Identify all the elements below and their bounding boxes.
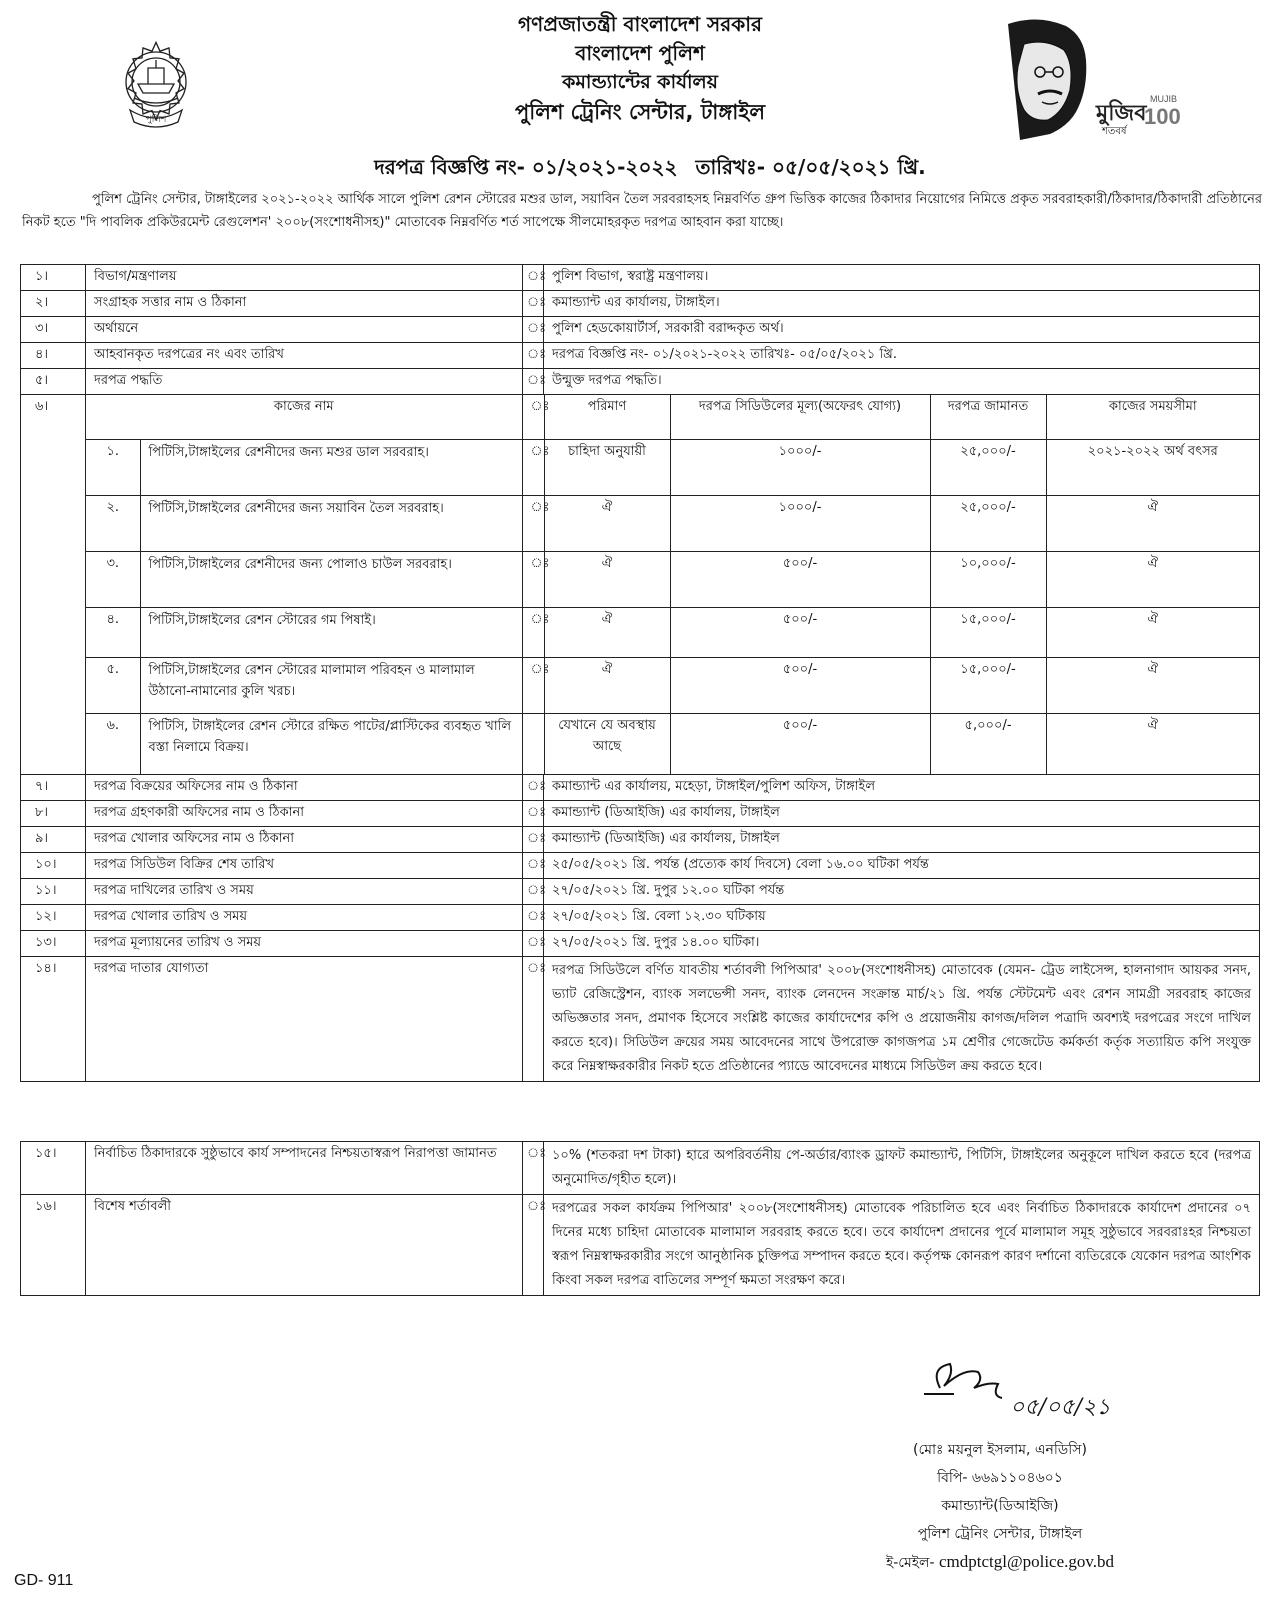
work-item-period: ঐ (1046, 658, 1259, 714)
work-item-quantity: যেখানে যে অবস্থায় আছে (544, 714, 670, 774)
row-value: দরপত্র সিডিউলে বর্ণিত যাবতীয় শর্তাবলী পিপিআর' ২০০৮(সংশোধনীসহ) মোতাবেক (যেমন- ট্রেড লাইসেন্স, হালনাগাদ আয়কর সনদ, ভ্যাট রেজিস্ট্রেশন, ব্যাংক সলভেন্সী সনদ, ব্যাংক লেনদেন সংক্রান্ত মার্চ/২১ খ্রি. পর্যন্ত স্টেটমেন্ট এবং রেশন সামগ্রী সরবরাহ কাজের অভিজ্ঞতার সনদ, প্রমাণক হিসেবে সংশ্লিষ্ট কাজের কার্যাদেশের কপি ও প্রয়োজনীয় কাগজ/দলিল পত্রাদি অবশ্যই দরপত্রের সংগে দাখিল করতে হবে)। সিডিউল ক্রয়ের সময় আবেদনের সাথে উপরোক্ত কাগজপত্র ১ম শ্রেণীর গেজেটেড কর্মকর্তা কর্তৃক সত্যায়িত কপি সংযুক্ত করে নিম্নস্বাক্ষরকারীর নিকট হতে প্রতিষ্ঠানের প্যাডে আবেদনের মাধ্যমে সিডিউল ক্রয় করতে হবে। (544, 956, 1260, 1081)
row-number: ১৩। (21, 930, 86, 956)
row-number: ৭। (21, 774, 86, 800)
row-number: ১৫। (21, 1142, 86, 1195)
work-item-quantity: চাহিদা অনুযায়ী (544, 440, 670, 496)
work-item-quantity: ঐ (544, 552, 670, 608)
detail-row (21, 1142, 1260, 1195)
work-item-period: ঐ (1046, 608, 1259, 658)
row-value: ২৭/০৫/২০২১ খ্রি. বেলা ১২.৩০ ঘটিকায় (544, 904, 1260, 930)
tender-details-table (20, 264, 1260, 1082)
work-item-row (86, 658, 1259, 714)
row-number: ১২। (21, 904, 86, 930)
notice-number: দরপত্র বিজ্ঞপ্তি নং- ০১/২০২১-২০২২ (374, 155, 678, 179)
header-police: বাংলাদেশ পুলিশ (575, 41, 705, 65)
document-header (290, 10, 990, 127)
row-colon: ঃ (523, 878, 544, 904)
row-colon: ঃ (523, 1142, 544, 1195)
work-list-row (21, 395, 1260, 775)
row-value: কমান্ড্যান্ট এর কার্যালয়, মহেড়া, টাঙ্গাইল/পুলিশ অফিস, টাঙ্গাইল (544, 774, 1260, 800)
detail-row (21, 343, 1260, 369)
detail-row (21, 956, 1260, 1081)
row-label: বিভাগ/মন্ত্রণালয় (86, 265, 523, 291)
bangladesh-police-emblem (108, 14, 204, 138)
row-label: দরপত্র দাতার যোগ্যতা (86, 956, 523, 1081)
conditions-table (20, 1141, 1260, 1296)
row-value: কমান্ড্যান্ট (ডিআইজি) এর কার্যালয়, টাঙ্গাইল (544, 800, 1260, 826)
header-time-period: কাজের সময়সীমা (1046, 395, 1259, 440)
work-item-price: ৫০০/- (670, 608, 930, 658)
header-government: গণপ্রজাতন্ত্রী বাংলাদেশ সরকার (518, 12, 762, 36)
row-value: কমান্ড্যান্ট (ডিআইজি) এর কার্যালয়, টাঙ্গাইল (544, 826, 1260, 852)
row-number: ১১। (21, 878, 86, 904)
row-value: দরপত্র বিজ্ঞপ্তি নং- ০১/২০২১-২০২২ তারিখঃ- ০৫/০৫/২০২১ খ্রি. (544, 343, 1260, 369)
header-schedule-price: দরপত্র সিডিউলের মূল্য(অফেরৎ যোগ্য) (670, 395, 930, 440)
row-colon: ঃ (523, 291, 544, 317)
work-item-price: ৫০০/- (670, 658, 930, 714)
row-value: পুলিশ হেডকোয়ার্টার্স, সরকারী বরাদ্দকৃত অর্থ। (544, 317, 1260, 343)
work-item-serial: ১. (86, 440, 140, 496)
work-item-name: পিটিসি,টাঙ্গাইলের রেশন স্টোরের মালামাল পরিবহন ও মালামাল উঠানো-নামানোর কুলি খরচ। (140, 658, 522, 714)
row-number: ৫। (21, 369, 86, 395)
mujib-brand-text: মুজিব (1096, 101, 1147, 126)
work-item-quantity: ঐ (544, 608, 670, 658)
mujib-sub-text: শতবর্ষ (1102, 126, 1127, 137)
row-label: নির্বাচিত ঠিকাদারকে সুষ্ঠুভাবে কার্য সম্পাদনের নিশ্চয়তাস্বরূপ নিরাপত্তা জামানত (86, 1142, 523, 1195)
work-item-serial: ৩. (86, 552, 140, 608)
detail-row (21, 852, 1260, 878)
signatory-designation: কমান্ড্যান্ট(ডিআইজি) (941, 1498, 1059, 1514)
signatory-name: (মোঃ ময়নুল ইসলাম, এনডিসি) (913, 1442, 1087, 1458)
signatory-email-line (840, 1548, 1160, 1577)
work-item-colon: ঃ (522, 552, 544, 608)
work-item-period: ঐ (1046, 714, 1259, 774)
row-label: সংগ্রাহক সত্তার নাম ও ঠিকানা (86, 291, 523, 317)
work-item-name: পিটিসি,টাঙ্গাইলের রেশনীদের জন্য পোলাও চাউল সরবরাহ। (140, 552, 522, 608)
detail-row (21, 1195, 1260, 1296)
work-item-serial: ৪. (86, 608, 140, 658)
notice-line (300, 152, 1000, 182)
work-item-period: ঐ (1046, 496, 1259, 552)
row-label: দরপত্র বিক্রয়ের অফিসের নাম ও ঠিকানা (86, 774, 523, 800)
row-value: ১০% (শতকরা দশ টাকা) হারে অপরিবর্তনীয় পে-অর্ডার/ব্যাংক ড্রাফট কমান্ড্যান্ট, পিটিসি, টাঙ্গাইলের অনুকূলে দাখিল করতে হবে (দরপত্র অনুমোদিত/গৃহীত হলে)। (544, 1142, 1260, 1195)
work-item-quantity: ঐ (544, 496, 670, 552)
header-quantity: পরিমাণ (544, 395, 670, 440)
handwritten-signature (900, 1358, 1150, 1428)
row-value: পুলিশ বিভাগ, স্বরাষ্ট্র মন্ত্রণালয়। (544, 265, 1260, 291)
email-link[interactable]: cmdptctgl@police.gov.bd (938, 1552, 1115, 1571)
mujib-100-logo (1000, 14, 1184, 142)
row-colon: ঃ (523, 904, 544, 930)
header-work-name: কাজের নাম (86, 395, 522, 440)
row-value: উন্মুক্ত দরপত্র পদ্ধতি। (544, 369, 1260, 395)
work-item-period: ঐ (1046, 552, 1259, 608)
work-items-header (86, 395, 1259, 440)
row-label: বিশেষ শর্তাবলী (86, 1195, 523, 1296)
detail-row (21, 265, 1260, 291)
work-item-colon: ঃ (522, 608, 544, 658)
row-colon: ঃ (523, 369, 544, 395)
row-colon: ঃ (523, 343, 544, 369)
work-item-security: ১৫,০০০/- (930, 608, 1046, 658)
signatory-bp: বিপি- ৬৬৯১১০৪৬০১ (937, 1470, 1063, 1486)
work-item-name: পিটিসি,টাঙ্গাইলের রেশনীদের জন্য মশুর ডাল সরবরাহ। (140, 440, 522, 496)
row-value: দরপত্রের সকল কার্যক্রম পিপিআর' ২০০৮(সংশোধনীসহ) মোতাবেক পরিচালিত হবে এবং নির্বাচিত ঠিকাদারকে কার্যাদেশ প্রদানের ০৭ দিনের মধ্যে চাহিদা মোতাবেক মালামাল সরবরাহ করতে হবে। তবে কার্যাদেশ প্রদানের পূর্বে মালামাল সমূহ সুষ্ঠুভাবে সরবরাঃহর নিশ্চয়তা স্বরূপ নিম্নস্বাক্ষরকারীর সংগে আনুষ্ঠানিক চুক্তিপত্র সম্পাদন করতে হবে। কর্তৃপক্ষ কোনরূপ কারণ দর্শানো ব্যতিরেকে যেকোন দরপত্র আংশিক কিংবা সকল দরপত্র বাতিলের সম্পূর্ণ ক্ষমতা সংরক্ষণ করে। (544, 1195, 1260, 1296)
detail-row (21, 369, 1260, 395)
row-colon: ঃ (523, 800, 544, 826)
work-item-colon: ঃ (522, 440, 544, 496)
header-colon: ঃ (522, 395, 544, 440)
work-item-security: ২৫,০০০/- (930, 496, 1046, 552)
row-number: ১০। (21, 852, 86, 878)
work-item-price: ১০০০/- (670, 496, 930, 552)
work-item-row (86, 552, 1259, 608)
row-number: ১৬। (21, 1195, 86, 1296)
row-label: দরপত্র পদ্ধতি (86, 369, 523, 395)
row-number: ১। (21, 265, 86, 291)
work-item-price: ৫০০/- (670, 714, 930, 774)
work-item-period: ২০২১-২০২২ অর্থ বৎসর (1046, 440, 1259, 496)
signature-date: ০৫/০৫/২১ (1010, 1395, 1111, 1420)
row-value: ২৭/০৫/২০২১ খ্রি. দুপুর ১৪.০০ ঘটিকা। (544, 930, 1260, 956)
header-security: দরপত্র জামানত (930, 395, 1046, 440)
work-item-name: পিটিসি,টাঙ্গাইলের রেশন স্টোরের গম পিষাই। (140, 608, 522, 658)
detail-row (21, 930, 1260, 956)
row-colon: ঃ (523, 826, 544, 852)
row-number: ৬। (21, 395, 86, 775)
row-value: কমান্ড্যান্ট এর কার্যালয়, টাঙ্গাইল। (544, 291, 1260, 317)
row-colon: ঃ (523, 774, 544, 800)
work-item-quantity: ঐ (544, 658, 670, 714)
work-item-colon (522, 714, 544, 774)
work-item-serial: ৬. (86, 714, 140, 774)
work-item-colon: ঃ (522, 658, 544, 714)
work-item-row (86, 608, 1259, 658)
detail-row (21, 878, 1260, 904)
work-item-price: ৫০০/- (670, 552, 930, 608)
row-label: অর্থায়নে (86, 317, 523, 343)
row-colon: ঃ (523, 1195, 544, 1296)
row-number: ১৪। (21, 956, 86, 1081)
header-location: পুলিশ ট্রেনিং সেন্টার, টাঙ্গাইল (515, 100, 765, 124)
row-label: দরপত্র খোলার অফিসের নাম ও ঠিকানা (86, 826, 523, 852)
work-items-table (86, 395, 1259, 774)
work-item-price: ১০০০/- (670, 440, 930, 496)
work-item-row (86, 714, 1259, 774)
row-number: ৮। (21, 800, 86, 826)
row-colon: ঃ (523, 265, 544, 291)
signatory-office: পুলিশ ট্রেনিং সেন্টার, টাঙ্গাইল (917, 1526, 1083, 1542)
emblem-ribbon-text: পুলিশ (145, 115, 167, 125)
row-colon: ঃ (523, 956, 544, 1081)
work-item-security: ১৫,০০০/- (930, 658, 1046, 714)
detail-row (21, 291, 1260, 317)
work-item-security: ৫,০০০/- (930, 714, 1046, 774)
footer-code: GD- 911 (14, 1572, 74, 1589)
notice-date: তারিখঃ- ০৫/০৫/২০২১ খ্রি. (695, 155, 926, 179)
detail-row (21, 800, 1260, 826)
work-item-serial: ৫. (86, 658, 140, 714)
row-value: ২৭/০৫/২০২১ খ্রি. দুপুর ১২.০০ ঘটিকা পর্যন্ত (544, 878, 1260, 904)
row-label: দরপত্র সিডিউল বিক্রির শেষ তারিখ (86, 852, 523, 878)
detail-row (21, 904, 1260, 930)
work-item-security: ১০,০০০/- (930, 552, 1046, 608)
row-value: ২৫/০৫/২০২১ খ্রি. পর্যন্ত (প্রত্যেক কার্য দিবসে) বেলা ১৬.০০ ঘটিকা পর্যন্ত (544, 852, 1260, 878)
work-item-colon: ঃ (522, 496, 544, 552)
row-number: ৪। (21, 343, 86, 369)
header-office: কমান্ড্যান্টের কার্যালয় (562, 71, 718, 93)
detail-row (21, 826, 1260, 852)
mujib-100-text: 100 (1144, 104, 1181, 129)
row-label: দরপত্র গ্রহণকারী অফিসের নাম ও ঠিকানা (86, 800, 523, 826)
row-number: ৩। (21, 317, 86, 343)
work-item-name: পিটিসি,টাঙ্গাইলের রেশনীদের জন্য সয়াবিন তৈল সরবরাহ। (140, 496, 522, 552)
row-number: ২। (21, 291, 86, 317)
row-number: ৯। (21, 826, 86, 852)
row-colon: ঃ (523, 317, 544, 343)
work-item-serial: ২. (86, 496, 140, 552)
work-item-name: পিটিসি, টাঙ্গাইলের রেশন স্টোরে রক্ষিত পাটের/প্লাস্টিকের ব্যবহৃত খালি বস্তা নিলামে বিক্রয়। (140, 714, 522, 774)
work-item-security: ২৫,০০০/- (930, 440, 1046, 496)
intro-paragraph: পুলিশ ট্রেনিং সেন্টার, টাঙ্গাইলের ২০২১-২০২২ আর্থিক সালে পুলিশ রেশন স্টোরের মশুর ডাল, সয়াবিন তৈল সরবরাহসহ নিম্নবর্ণিত গ্রুপ ভিত্তিক কাজের ঠিকাদার নিয়োগের নিমিত্তে প্রকৃত সরবরাহকারী/ঠিকাদার/ঠিকাদারী প্রতিষ্ঠানের নিকট হতে "দি পাবলিক প্রকিউরমেন্ট রেগুলেশন' ২০০৮(সংশোধনীসহ)" মোতাবেক নিম্নবর্ণিত শর্ত সাপেক্ষে সীলমোহরকৃত দরপত্র আহবান করা যাচ্ছে। (22, 192, 1262, 230)
row-colon: ঃ (523, 930, 544, 956)
row-label: আহবানকৃত দরপত্রের নং এবং তারিখ (86, 343, 523, 369)
detail-row (21, 317, 1260, 343)
work-item-row (86, 496, 1259, 552)
row-label: দরপত্র মূল্যায়নের তারিখ ও সময় (86, 930, 523, 956)
signatory-block (840, 1436, 1160, 1577)
work-list-cell (86, 395, 1260, 775)
detail-row (21, 774, 1260, 800)
row-label: দরপত্র খোলার তারিখ ও সময় (86, 904, 523, 930)
work-item-row (86, 440, 1259, 496)
row-label: দরপত্র দাখিলের তারিখ ও সময় (86, 878, 523, 904)
mujib-english-text: MUJIB (1150, 94, 1177, 104)
row-colon: ঃ (523, 852, 544, 878)
email-label: ই-মেইল- (885, 1555, 935, 1571)
